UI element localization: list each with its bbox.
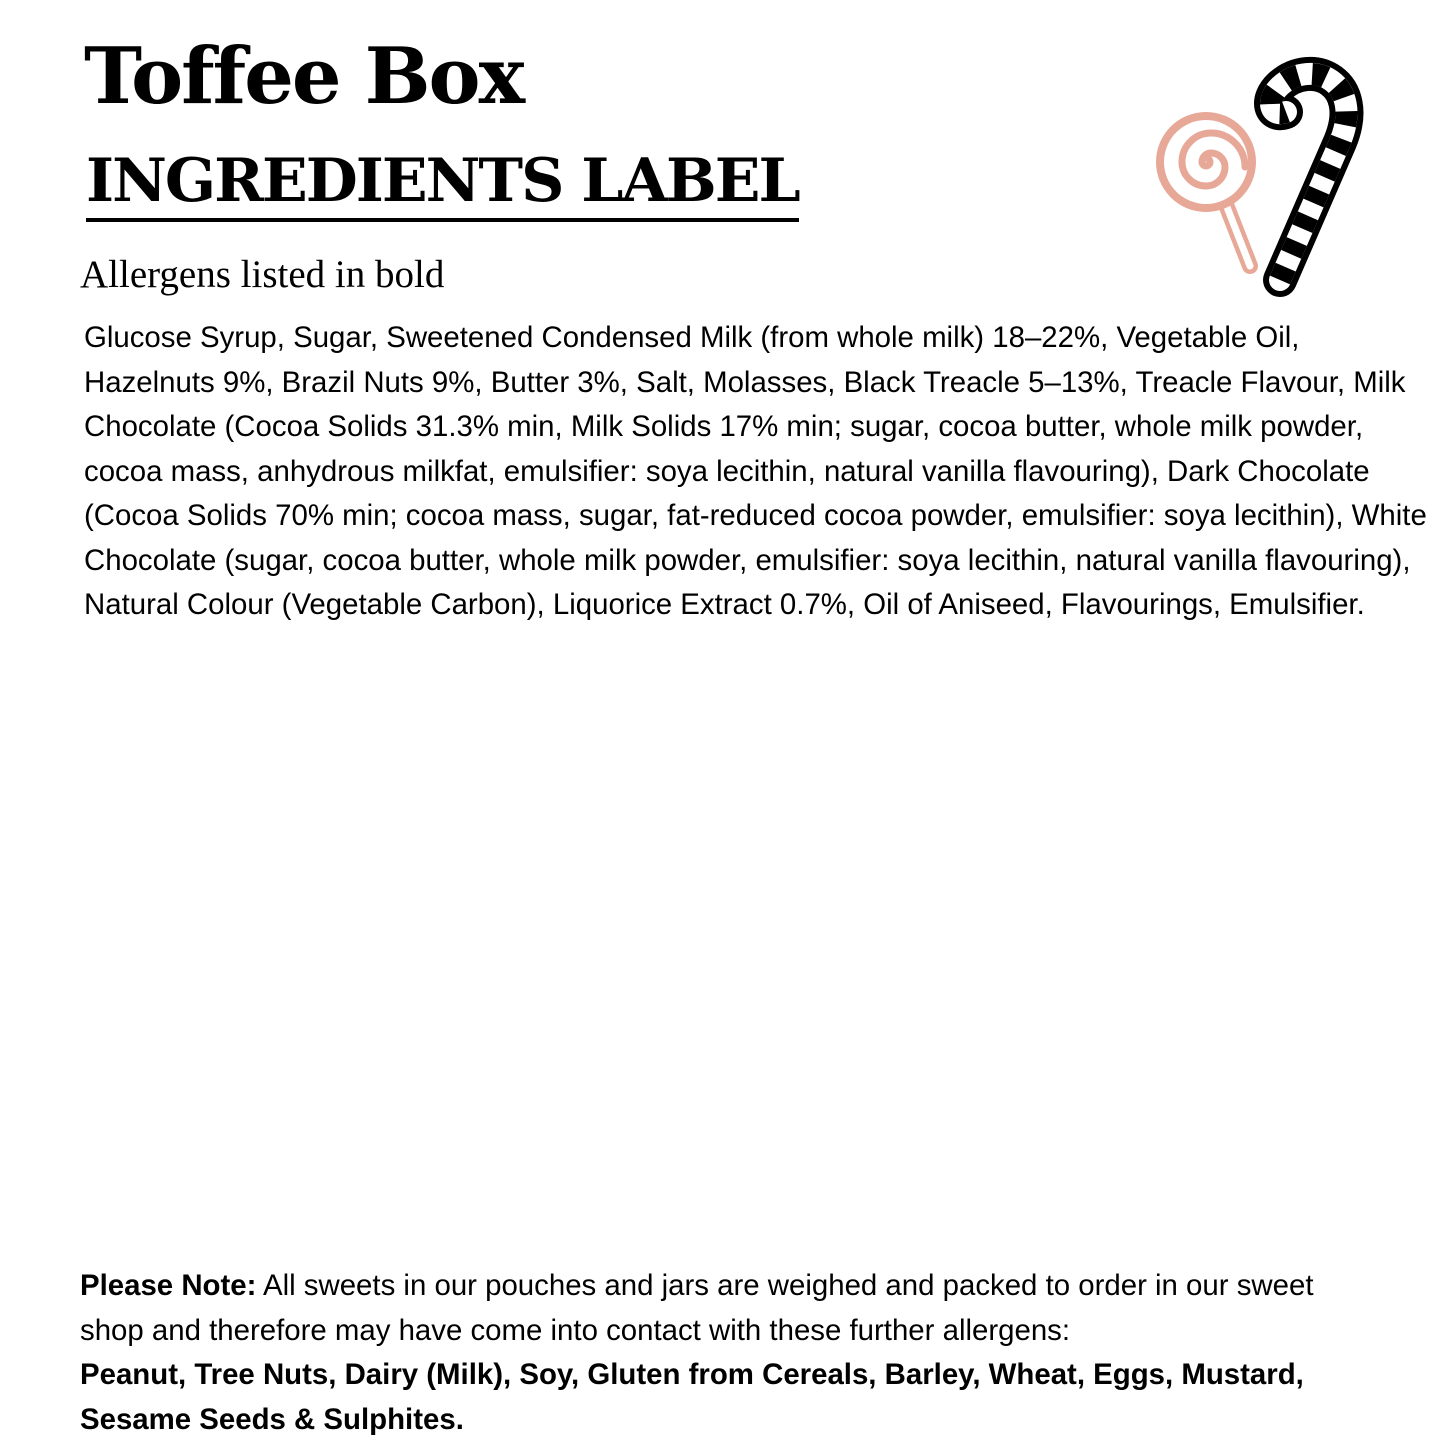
page-title: Toffee Box <box>84 31 524 122</box>
ingredients-text: Glucose Syrup, Sugar, Sweetened Condensed Milk (from whole milk) 18–22%, Vegetable Oil, Hazelnuts 9%, Brazil Nuts 9%, Butter 3%, Salt, Molasses, Black Treacle 5–13%, Treacle Flavour, Milk Chocolate (Cocoa Solids 31.3% min, Milk Solids 17% min; sugar, cocoa butter, whole milk powder, cocoa mass, anhydrous milkfat, emulsifier: soya lecithin, natural vanilla flavouring), Dark Chocolate (Cocoa Solids 70% min; cocoa mass, sugar, fat-reduced cocoa powder, emulsifier: soya lecithin), White Chocolate (sugar, cocoa butter, whole milk powder, emulsifier: soya lecithin, natural vanilla flavouring), Natural Colour (Vegetable Carbon), Liquorice Extract 0.7%, Oil of Aniseed, Flavourings, Emulsifier. <box>84 321 1427 621</box>
candy-cane-icon <box>1271 74 1346 280</box>
decoration-icons <box>1140 52 1400 302</box>
allergy-footer <box>80 1264 1380 1442</box>
lollipop-icon <box>1156 112 1256 266</box>
label-heading: INGREDIENTS LABEL <box>86 148 799 222</box>
note-label: Please Note: <box>80 1269 257 1302</box>
note-text: All sweets in our pouches and jars are weighed and packed to order in our sweet shop and therefore may have come into contact with these further allergens: <box>80 1269 1314 1347</box>
allergen-note: Allergens listed in bold <box>80 253 445 296</box>
allergen-list: Peanut, Tree Nuts, Dairy (Milk), Soy, Gluten from Cereals, Barley, Wheat, Eggs, Mustard, Sesame Seeds & Sulphites. <box>80 1358 1304 1436</box>
